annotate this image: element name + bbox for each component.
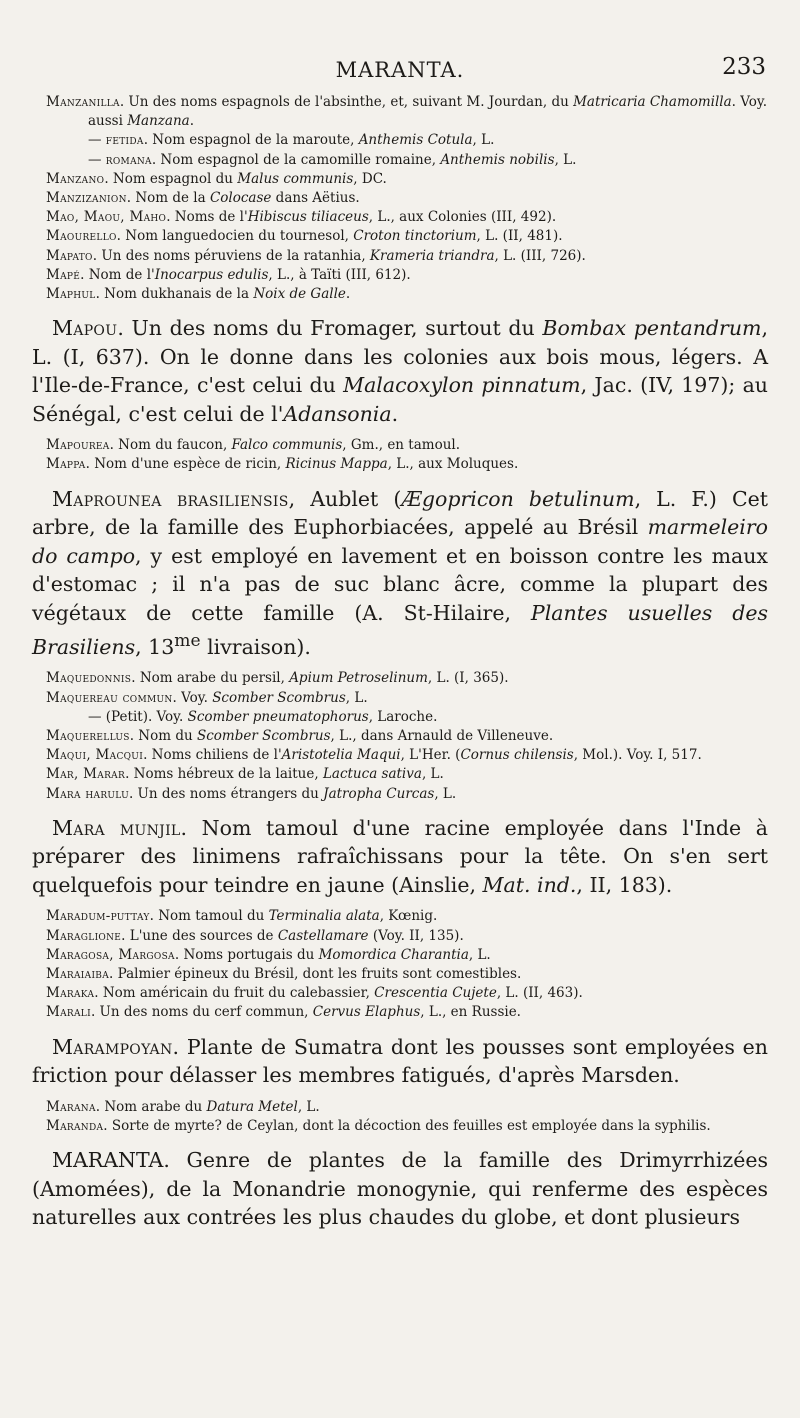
entry-mape: Mapé. Nom de l'Inocarpus edulis, L., à Taïti (III, 612). [46, 266, 411, 283]
entry-manzanilla-fetida: — fetida. Nom espagnol de la maroute, Anthemis Cotula, L. [88, 132, 495, 149]
entry-maquerellus: Maquerellus. Nom du Scomber Scombrus, L., dans Arnauld de Villeneuve. [46, 728, 554, 745]
entry-mao: Mao, Maou, Maho. Noms de l'Hibiscus tiliaceus, L., aux Colonies (III, 492). [46, 209, 557, 226]
entry-maquereau-petit: — (Petit). Voy. Scomber pneumatophorus, Laroche. [88, 708, 438, 725]
entry-maphul: Maphul. Nom dukhanais de la Noix de Galle. [46, 286, 351, 303]
running-title: MARANTA. [335, 58, 465, 82]
entry-maquereau: Maquereau commun. Voy. Scomber Scombrus, L. [46, 689, 368, 706]
page-number: 233 [722, 54, 766, 80]
entry-mapato: Mapato. Un des noms péruviens de la ratanhia, Krameria triandra, L. (III, 726). [46, 247, 586, 264]
entry-maqui: Maqui, Macqui. Noms chiliens de l'Aristotelia Maqui, L'Her. (Cornus chilensis, Mol.). Voy. I, 517. [46, 747, 702, 764]
entry-mappa: Mappa. Nom d'une espèce de ricin, Ricinus Mappa, L., aux Moluques. [46, 456, 519, 473]
entry-maragosa: Maragosa, Margosa. Noms portugais du Momordica Charantia, L. [46, 946, 491, 963]
entry-maprounea: Maprounea brasiliensis, Aublet (Ægopricon betulinum, L. F.) Cet arbre, de la famille des Euphorbiacées, appelé au Brésil marmeleiro do campo, y est employé en lavement et en boisson contre les maux d'estomac ; il n'a pas de suc blanc âcre, comme la plupart des végétaux de cette famille (A. St-Hilaire, Plantes usuelles des Brasiliens, $13^{me}$ livraison). [32, 486, 769, 659]
entry-mapourea: Mapourea. Nom du faucon, Falco communis, Gm., en tamoul. [46, 437, 461, 454]
entry-mapou: Mapou. Un des noms du Fromager, surtout du Bombax pentandrum, L. (I, 637). On le donne dans les colonies aux bois mous, légers. A l'Ile-de-France, c'est celui du Malacoxylon pinnatum, Jac. (IV, 197); au Sénégal, c'est celui de l'Adansonia. [32, 316, 768, 426]
dictionary-body [32, 93, 768, 1232]
entry-manzizanion: Manzizanion. Nom de la Colocase dans Aëtius. [46, 190, 360, 207]
entry-maraiaiba: Maraiaiba. Palmier épineux du Brésil, dont les fruits sont comestibles. [46, 966, 522, 982]
entry-manzanilla: Manzanilla. Un des noms espagnols de l'absinthe, et, suivant M. Jourdan, du Matricaria Chamomilla. Voy. aussi Manzana. [46, 94, 768, 130]
entry-mar: Mar, Marar. Noms hébreux de la laitue, Lactuca sativa, L. [46, 766, 444, 783]
entry-manzano: Manzano. Nom espagnol du Malus communis, DC. [46, 170, 387, 187]
entry-manzanilla-romana: — romana. Nom espagnol de la camomille romaine, Anthemis nobilis, L. [88, 151, 577, 168]
entry-maquedonnis: Maquedonnis. Nom arabe du persil, Apium Petroselinum, L. (I, 365). [46, 670, 509, 687]
page-header [0, 54, 800, 88]
entry-maranta: MARANTA. Genre de plantes de la famille des Drimyrrhizées (Amomées), de la Monandrie monogynie, qui renferme des espèces naturelles aux contrées les plus chaudes du globe, et dont plusieurs [32, 1148, 768, 1230]
entry-mara-munjil: Mara munjil. Nom tamoul d'une racine employée dans l'Inde à préparer des linimens rafraîchissans pour la tête. On s'en sert quelquefois pour teindre en jaune (Ainslie, Mat. ind., II, 183). [32, 815, 768, 897]
entry-mara-harulu: Mara harulu. Un des noms étrangers du Jatropha Curcas, L. [46, 785, 457, 802]
entry-maranda: Maranda. Sorte de myrte? de Ceylan, dont la décoction des feuilles est employée dans la syphilis. [46, 1117, 711, 1134]
entry-marali: Marali. Un des noms du cerf commun, Cervus Elaphus, L., en Russie. [46, 1004, 521, 1021]
entry-maourello: Maourello. Nom languedocien du tournesol, Croton tinctorium, L. (II, 481). [46, 228, 563, 245]
entry-maradum-puttay: Maradum-puttay. Nom tamoul du Terminalia alata, Kœnig. [46, 908, 438, 925]
entry-maraglione: Maraglione. L'une des sources de Castellamare (Voy. II, 135). [46, 927, 464, 944]
entry-marana: Marana. Nom arabe du Datura Metel, L. [46, 1098, 320, 1115]
entry-maraka: Maraka. Nom américain du fruit du calebassier, Crescentia Cujete, L. (II, 463). [46, 985, 583, 1002]
entry-marampoyan: Marampoyan. Plante de Sumatra dont les pousses sont employées en friction pour délasser les membres fatigués, d'après Marsden. [32, 1034, 768, 1088]
